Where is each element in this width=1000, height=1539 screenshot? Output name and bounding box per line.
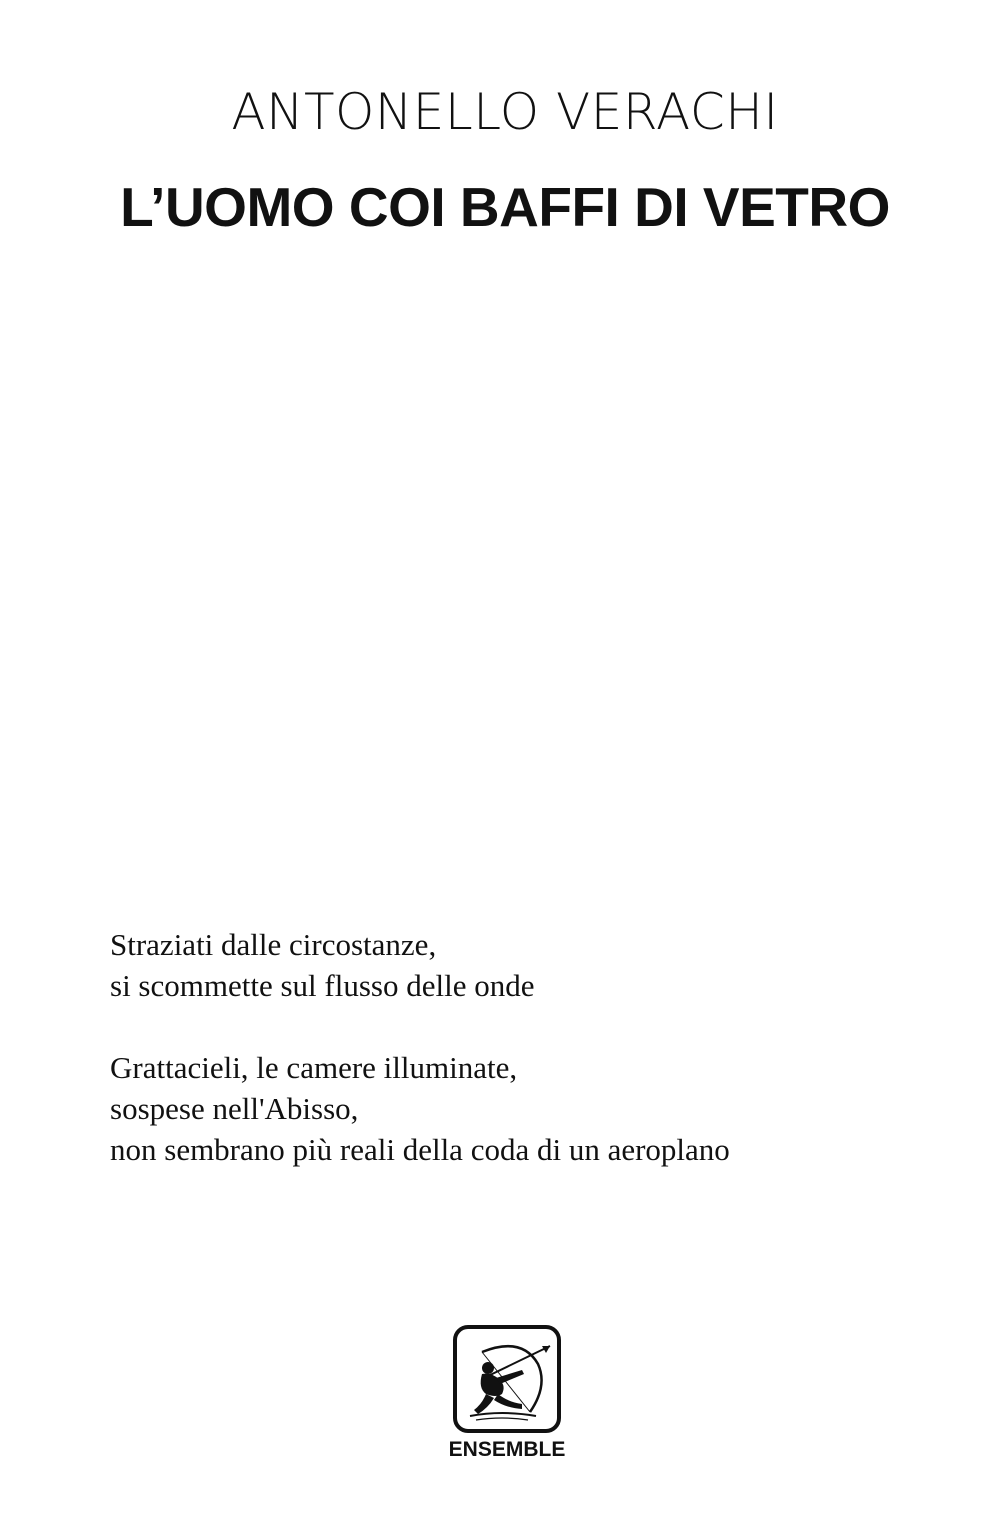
- poem-line: sospese nell'Abisso,: [110, 1091, 359, 1126]
- poem-line: si scommette sul flusso delle onde: [110, 968, 535, 1003]
- publisher-name: ENSEMBLE: [448, 1438, 566, 1461]
- stanza: [110, 1047, 930, 1170]
- archer-icon: [452, 1324, 562, 1434]
- author-name: ANTONELLO VERACHI: [231, 83, 779, 141]
- poem-line: Grattacieli, le camere illuminate,: [110, 1050, 518, 1085]
- publisher-logo: [452, 1324, 562, 1434]
- poem-excerpt: [110, 924, 930, 1211]
- poem-line: Straziati dalle circostanze,: [110, 927, 437, 962]
- book-title: L’UOMO COI BAFFI DI VETRO: [120, 176, 890, 238]
- poem-line: non sembrano più reali della coda di un aeroplano: [110, 1132, 730, 1167]
- stanza: [110, 924, 930, 1006]
